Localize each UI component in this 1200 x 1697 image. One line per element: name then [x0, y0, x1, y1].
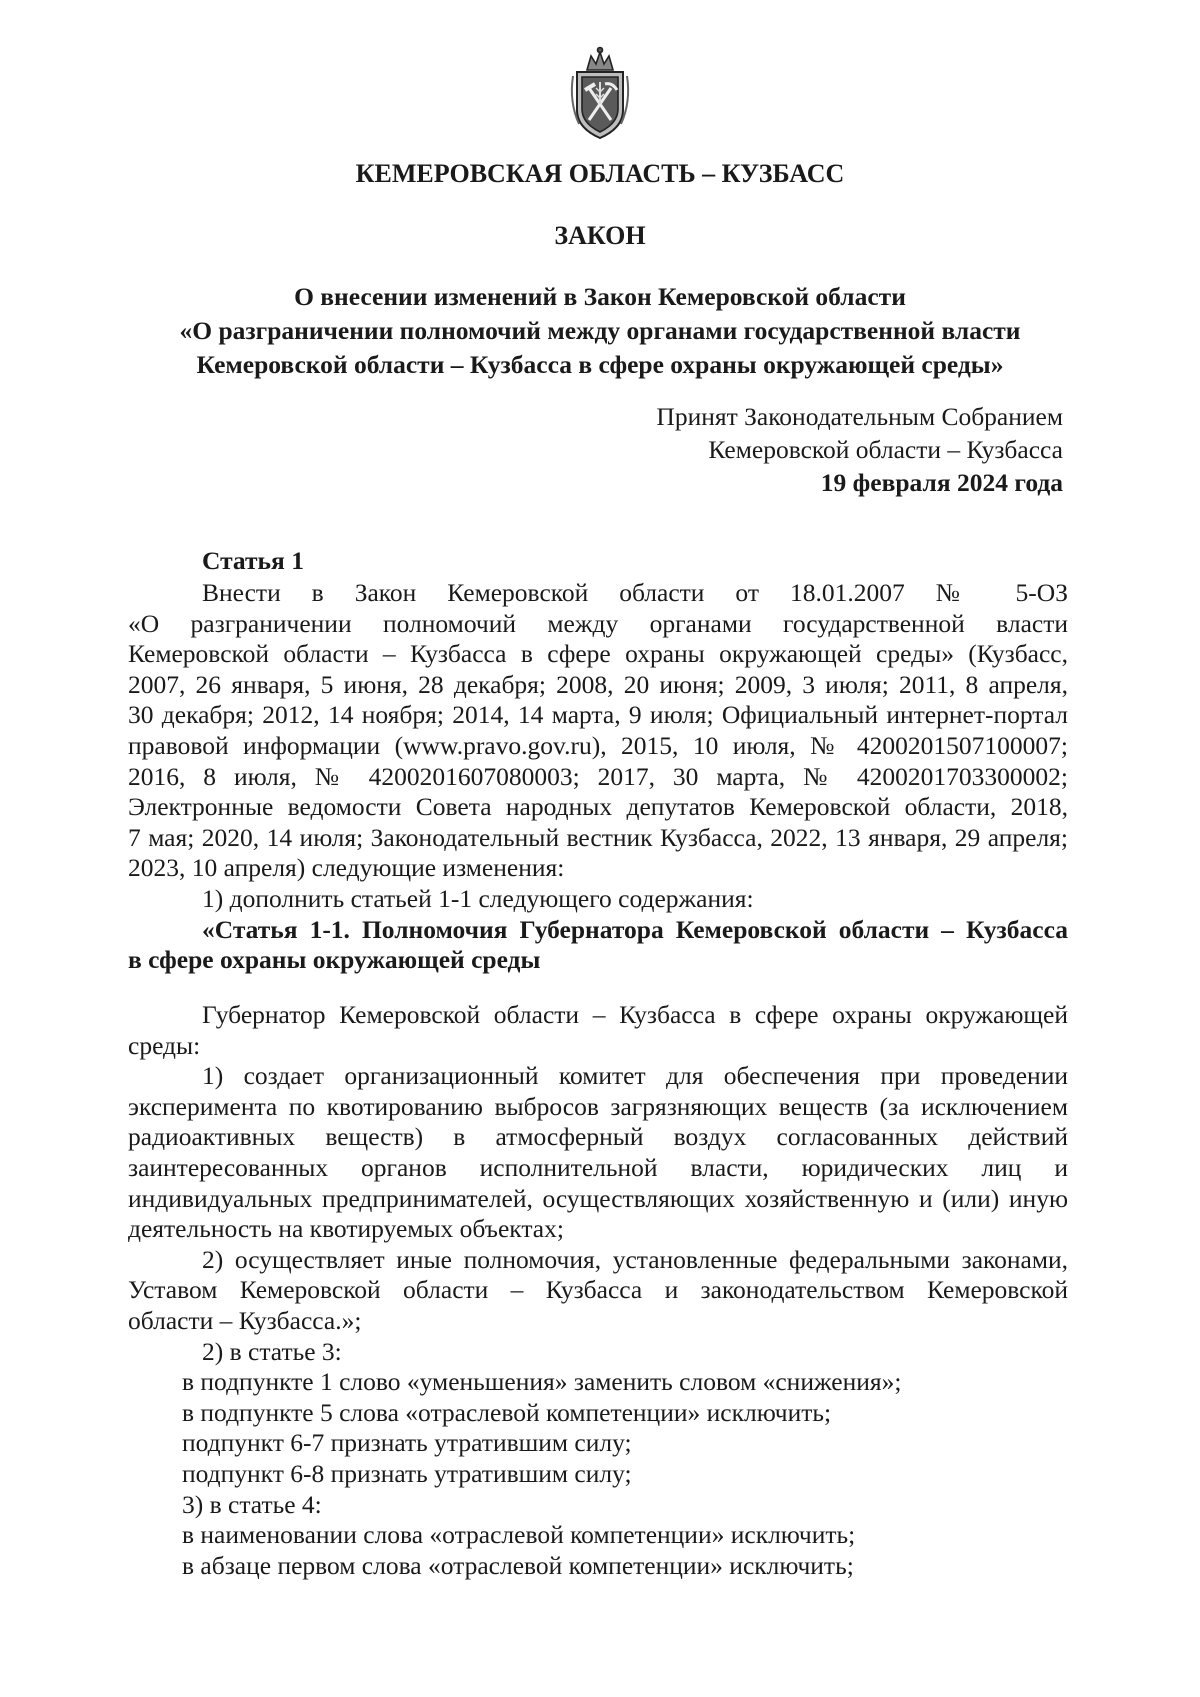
text-line: заинтересованных органов исполнительной власти, юридических лиц и	[128, 1152, 1068, 1182]
adoption-date: 19 февраля 2024 года	[820, 468, 1063, 497]
text-line: Кемеровской области – Кузбасса в сфере охраны окружающей среды» (Кузбасс,	[128, 639, 1068, 669]
text-line: 1) создает организационный комитет для обеспечения при проведении	[202, 1061, 1068, 1091]
text-line: правовой информации (www.pravo.gov.ru), 2015, 10 июля, № 4200201507100007;	[128, 730, 1068, 760]
text-line: Электронные ведомости Совета народных депутатов Кемеровской области, 2018,	[128, 792, 1068, 822]
text-line: 30 декабря; 2012, 14 ноября; 2014, 14 марта, 9 июля; Официальный интернет-портал	[128, 700, 1068, 730]
text-line: 2007, 26 января, 5 июня, 28 декабря; 2008, 20 июня; 2009, 3 июля; 2011, 8 апреля,	[128, 669, 1068, 699]
text-line: «О разграничении полномочий между органами государственной власти	[128, 608, 1068, 638]
text-line: 2016, 8 июля, № 4200201607080003; 2017, 30 марта, № 4200201703300002;	[128, 761, 1068, 791]
law-title-line: О внесении изменений в Закон Кемеровской области	[294, 282, 906, 311]
text-line: эксперимента по квотированию выбросов загрязняющих веществ (за исключением	[128, 1091, 1068, 1121]
text-line: подпункт 6-8 признать утратившим силу;	[182, 1458, 632, 1488]
law-title-line: «О разграничении полномочий между органами государственной власти	[179, 316, 1021, 345]
text-line: области – Кузбасса.»;	[128, 1305, 362, 1335]
text-line: подпункт 6-7 признать утратившим силу;	[182, 1428, 632, 1458]
text-line: в подпункте 1 слово «уменьшения» заменить словом «снижения»;	[182, 1367, 902, 1397]
article-heading: Статья 1	[202, 546, 304, 575]
governor-powers	[128, 1000, 1068, 1581]
coat-of-arms-emblem	[565, 42, 635, 142]
text-line: 3) в статье 4:	[182, 1489, 322, 1519]
text-line: 1) дополнить статьей 1-1 следующего содержания:	[202, 883, 754, 913]
new-article-heading: «Статья 1-1. Полномочия Губернатора Кемеровской области – Кузбасса	[202, 914, 1068, 944]
text-line: деятельность на квотируемых объектах;	[128, 1214, 564, 1244]
text-line: индивидуальных предпринимателей, осуществляющих хозяйственную и (или) иную	[128, 1183, 1068, 1213]
text-line: 2) в статье 3:	[202, 1336, 342, 1366]
law-title	[0, 280, 1200, 382]
new-article-heading: в сфере охраны окружающей среды	[128, 945, 541, 975]
text-line: в подпункте 5 слова «отраслевой компетенции» исключить;	[182, 1397, 832, 1427]
text-line: 2023, 10 апреля) следующие изменения:	[128, 853, 565, 883]
article-body	[128, 578, 1068, 976]
text-line: 7 мая; 2020, 14 июля; Законодательный вестник Кузбасса, 2022, 13 января, 29 апреля;	[128, 822, 1068, 852]
adoption-line: Принят Законодательным Собранием	[656, 402, 1063, 431]
law-title-line: Кемеровской области – Кузбасса в сфере охраны окружающей среды»	[196, 350, 1004, 379]
text-line: Губернатор Кемеровской области – Кузбасса в сфере охраны окружающей	[202, 1000, 1068, 1029]
text-line: радиоактивных веществ) в атмосферный воздух согласованных действий	[128, 1122, 1068, 1152]
text-line: Внести в Закон Кемеровской области от 18.01.2007 № 5-ОЗ	[202, 578, 1068, 607]
adoption-line: Кемеровской области – Кузбасса	[708, 435, 1063, 464]
text-line: в наименовании слова «отраслевой компетенции» исключить;	[182, 1520, 856, 1550]
text-line: 2) осуществляет иные полномочия, установленные федеральными законами,	[202, 1244, 1068, 1274]
text-line: в абзаце первом слова «отраслевой компетенции» исключить;	[182, 1550, 854, 1580]
text-line: среды:	[128, 1030, 201, 1060]
region-name: КЕМЕРОВСКАЯ ОБЛАСТЬ – КУЗБАСС	[355, 159, 845, 188]
text-line: Уставом Кемеровской области – Кузбасса и законодательством Кемеровской	[128, 1275, 1068, 1305]
adoption-block	[656, 400, 1063, 499]
document-type: ЗАКОН	[554, 221, 646, 250]
